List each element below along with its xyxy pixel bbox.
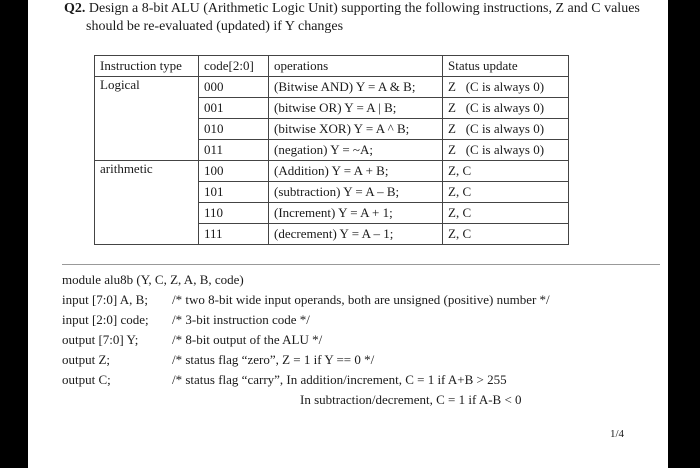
cell-status: Z (C is always 0) [443, 77, 569, 98]
table-row [95, 77, 569, 98]
cell-operation: (Increment) Y = A + 1; [269, 203, 443, 224]
cell-status: Z (C is always 0) [443, 98, 569, 119]
cell-type: arithmetic [95, 161, 199, 245]
comment-c-continuation: In subtraction/decrement, C = 1 if A-B < 0 [300, 392, 522, 407]
cell-status: Z, C [443, 182, 569, 203]
comment-z: /* status flag “zero”, Z = 1 if Y == 0 */ [172, 352, 375, 367]
decl-y: output [7:0] Y; [62, 332, 139, 347]
question-number: Q2. [64, 1, 86, 16]
cell-operation: (bitwise OR) Y = A | B; [269, 98, 443, 119]
cell-code: 011 [199, 140, 269, 161]
cell-status: Z, C [443, 224, 569, 245]
page-number: 1/4 [610, 428, 625, 440]
question-line1: Design a 8-bit ALU (Arithmetic Logic Unit) supporting the following instructions, Z and C values [88, 1, 640, 16]
cell-code: 111 [199, 224, 269, 245]
cell-status: Z (C is always 0) [443, 119, 569, 140]
cell-status: Z, C [443, 203, 569, 224]
decl-c: output C; [62, 372, 111, 387]
header-instruction-type: Instruction type [95, 56, 199, 77]
decl-code: input [2:0] code; [62, 312, 149, 327]
module-header: module alu8b (Y, C, Z, A, B, code) [62, 272, 244, 287]
section-divider [62, 264, 660, 265]
cell-code: 010 [199, 119, 269, 140]
cell-operation: (bitwise XOR) Y = A ^ B; [269, 119, 443, 140]
comment-c: /* status flag “carry”, In addition/increment, C = 1 if A+B > 255 [172, 372, 507, 387]
cell-code: 000 [199, 77, 269, 98]
instruction-table [94, 55, 569, 245]
decl-z: output Z; [62, 352, 111, 367]
cell-operation: (Bitwise AND) Y = A & B; [269, 77, 443, 98]
cell-operation: (decrement) Y = A – 1; [269, 224, 443, 245]
header-status-update: Status update [443, 56, 569, 77]
question-text [64, 0, 654, 36]
decl-a-b: input [7:0] A, B; [62, 292, 148, 307]
table-header-row [95, 56, 569, 77]
cell-status: Z, C [443, 161, 569, 182]
cell-code: 100 [199, 161, 269, 182]
header-operations: operations [269, 56, 443, 77]
comment-a-b: /* two 8-bit wide input operands, both are unsigned (positive) number */ [172, 292, 550, 307]
document-page [28, 0, 668, 468]
cell-code: 001 [199, 98, 269, 119]
cell-code: 101 [199, 182, 269, 203]
question-line2: should be re-evaluated (updated) if Y changes [86, 19, 344, 34]
cell-operation: (Addition) Y = A + B; [269, 161, 443, 182]
cell-operation: (negation) Y = ~A; [269, 140, 443, 161]
cell-type: Logical [95, 77, 199, 161]
header-code: code[2:0] [199, 56, 269, 77]
table-row [95, 161, 569, 182]
comment-code: /* 3-bit instruction code */ [172, 312, 310, 327]
cell-status: Z (C is always 0) [443, 140, 569, 161]
cell-code: 110 [199, 203, 269, 224]
cell-operation: (subtraction) Y = A – B; [269, 182, 443, 203]
comment-y: /* 8-bit output of the ALU */ [172, 332, 323, 347]
